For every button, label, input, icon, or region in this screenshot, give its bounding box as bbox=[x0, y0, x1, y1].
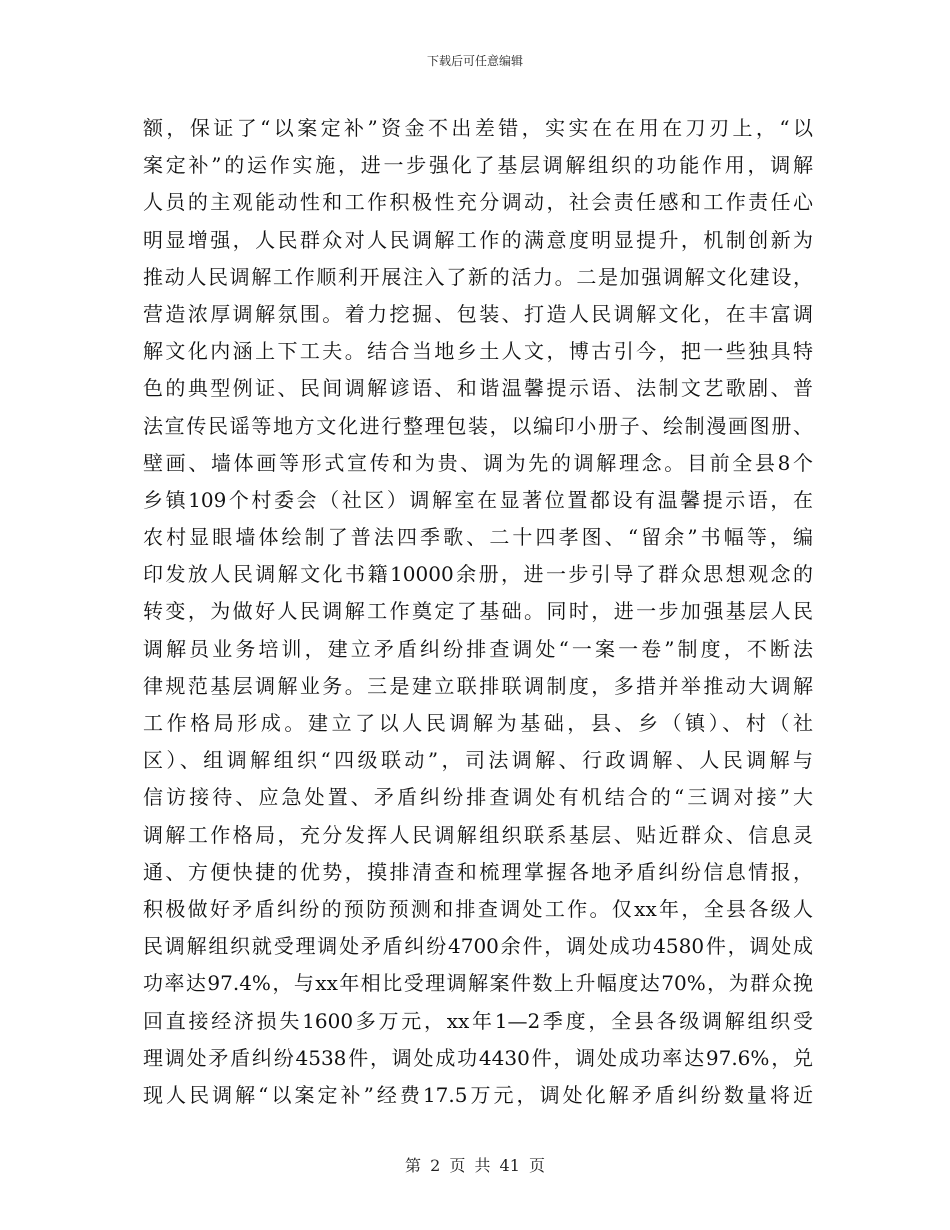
body-line: 民调解组织就受理调处矛盾纠纷4700余件，调处成功4580件，调处成 bbox=[143, 934, 813, 959]
body-line: 积极做好矛盾纠纷的预防预测和排查调处工作。仅xx年，全县各级人 bbox=[143, 896, 813, 921]
body-line: 法宣传民谣等地方文化进行整理包装，以编印小册子、绘制漫画图册、 bbox=[143, 413, 813, 438]
body-text bbox=[143, 110, 813, 1114]
body-line: 印发放人民调解文化书籍10000余册，进一步引导了群众思想观念的 bbox=[143, 562, 813, 587]
body-line: 解文化内涵上下工夫。结合当地乡土人文，博古引今，把一些独具特 bbox=[143, 339, 813, 364]
body-line: 营造浓厚调解氛围。着力挖掘、包装、打造人民调解文化，在丰富调 bbox=[143, 301, 813, 326]
body-line: 明显增强，人民群众对人民调解工作的满意度明显提升，机制创新为 bbox=[143, 227, 813, 252]
body-line: 通、方便快捷的优势，摸排清查和梳理掌握各地矛盾纠纷信息情报， bbox=[143, 859, 813, 884]
body-line: 壁画、墙体画等形式宣传和为贵、调为先的调解理念。目前全县8个 bbox=[143, 450, 813, 475]
body-line: 转变，为做好人民调解工作奠定了基础。同时，进一步加强基层人民 bbox=[143, 599, 813, 624]
body-line: 功率达97.4%，与xx年相比受理调解案件数上升幅度达70%，为群众挽 bbox=[143, 971, 813, 996]
body-line: 区）、组调解组织“四级联动”，司法调解、行政调解、人民调解与 bbox=[143, 748, 813, 773]
body-line: 推动人民调解工作顺利开展注入了新的活力。二是加强调解文化建设， bbox=[143, 264, 813, 289]
body-line: 人员的主观能动性和工作积极性充分调动，社会责任感和工作责任心 bbox=[143, 190, 813, 215]
page-footer: 第 2 页 共 41 页 bbox=[405, 1156, 545, 1175]
page-header: 下载后可任意编辑 bbox=[426, 54, 523, 68]
body-line: 额，保证了“以案定补”资金不出差错，实实在在用在刀刃上，“以 bbox=[143, 116, 813, 140]
body-line: 理调处矛盾纠纷4538件，调处成功4430件，调处成功率达97.6%，兑 bbox=[143, 1045, 813, 1070]
body-line: 回直接经济损失1600多万元，xx年1—2季度，全县各级调解组织受 bbox=[143, 1008, 813, 1033]
body-line: 色的典型例证、民间调解谚语、和谐温馨提示语、法制文艺歌剧、普 bbox=[143, 376, 813, 401]
body-line: 案定补”的运作实施，进一步强化了基层调解组织的功能作用，调解 bbox=[143, 153, 813, 178]
body-line: 乡镇109个村委会（社区）调解室在显著位置都设有温馨提示语，在 bbox=[143, 487, 813, 512]
body-line: 调解工作格局，充分发挥人民调解组织联系基层、贴近群众、信息灵 bbox=[143, 822, 813, 847]
body-line: 工作格局形成。建立了以人民调解为基础，县、乡（镇）、村（社 bbox=[143, 711, 813, 735]
body-line: 农村显眼墙体绘制了普法四季歌、二十四孝图、“留余”书幅等，编 bbox=[143, 525, 813, 550]
body-line: 调解员业务培训，建立矛盾纠纷排查调处“一案一卷”制度，不断法 bbox=[143, 636, 813, 661]
body-line: 律规范基层调解业务。三是建立联排联调制度，多措并举推动大调解 bbox=[143, 673, 813, 698]
body-line: 信访接待、应急处置、矛盾纠纷排查调处有机结合的“三调对接”大 bbox=[143, 785, 813, 810]
body-line: 现人民调解“以案定补”经费17.5万元，调处化解矛盾纠纷数量将近 bbox=[143, 1082, 813, 1107]
